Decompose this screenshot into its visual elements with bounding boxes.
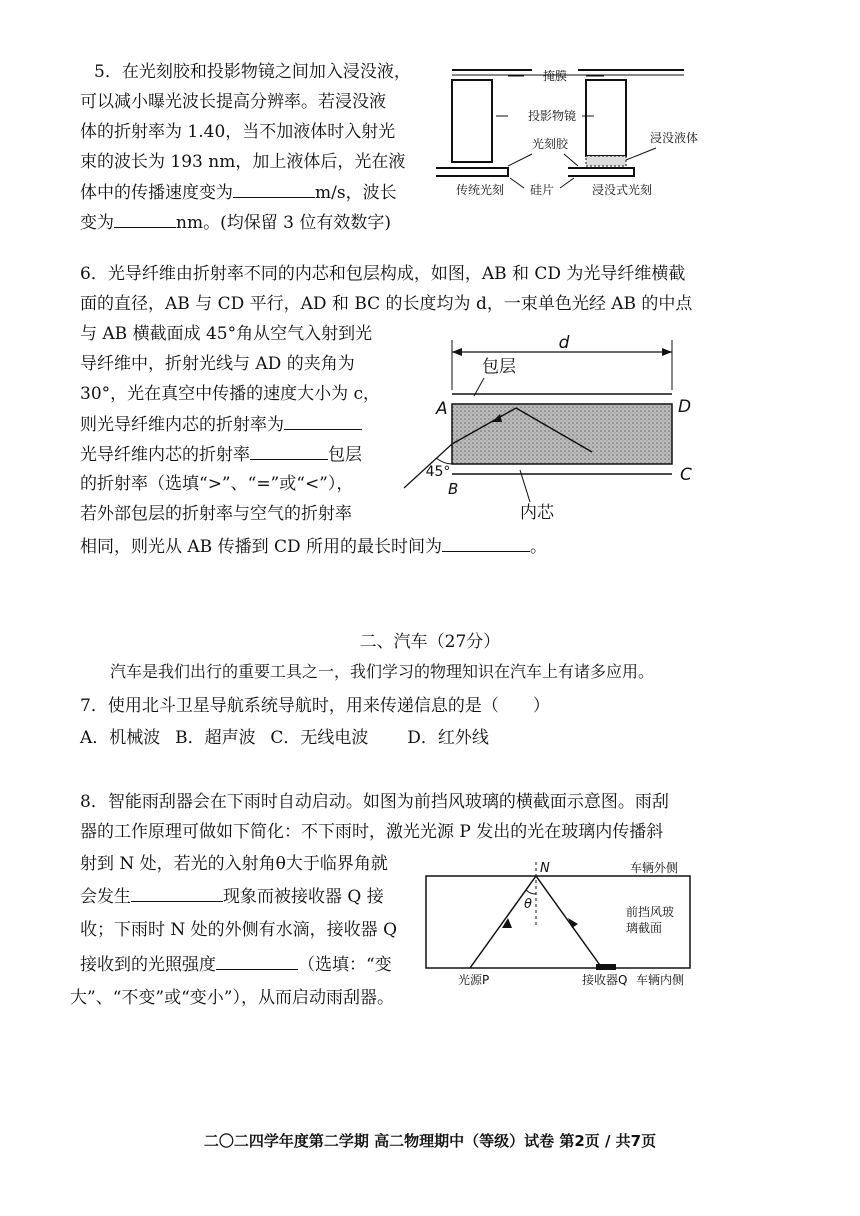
q6-line-7-text-b: 包层	[328, 445, 362, 465]
q5-line-3: 体的折射率为 1.40，当不加液体时入射光	[80, 122, 396, 142]
optical-fiber-diagram	[396, 330, 706, 530]
cladding-label: 包层	[482, 357, 516, 377]
q8-line-6-text-a: 接收到的光照强度	[80, 955, 216, 975]
lens-label: 投影物镜	[527, 109, 577, 123]
wafer-label: 硅片	[529, 183, 555, 197]
q5-wavelength-blank[interactable]	[114, 210, 176, 228]
theta-label: θ	[524, 897, 532, 912]
q6-line-3: 与 AB 横截面成 45°角从空气入射到光	[80, 324, 373, 344]
q8-line-4-text-a: 会发生	[80, 887, 131, 907]
q6-line-2: 面的直径，AB 与 CD 平行，AD 和 BC 的长度均为 d，一束单色光经 AB 的中点	[80, 294, 693, 314]
q8-line-3: 射到 N 处，若光的入射角θ大于临界角就	[80, 854, 388, 874]
q8-line-7: 大”、“不变”或“变小”），从而启动雨刮器。	[70, 988, 394, 1008]
q7-stem: 7．使用北斗卫星导航系统导航时，用来传递信息的是（ ）	[80, 696, 550, 716]
core-label: 内芯	[520, 503, 554, 523]
glass-label-1: 前挡风玻	[626, 905, 675, 919]
q7-options	[80, 726, 489, 750]
q7-option-a[interactable]: A．机械波	[80, 728, 161, 748]
q6-compare-blank[interactable]	[250, 442, 328, 460]
q6-line-10-text-a: 相同，则光从 AB 传播到 CD 所用的最长时间为	[80, 537, 443, 557]
q6-line-9: 若外部包层的折射率与空气的折射率	[80, 504, 352, 524]
q8-line-6-text-b: （选填：“变	[298, 955, 392, 975]
q7-option-d[interactable]: D．红外线	[407, 728, 489, 748]
d-label: d	[558, 333, 570, 353]
q8-line-1: 8．智能雨刮器会在下雨时自动启动。如图为前挡风玻璃的横截面示意图。雨刮	[80, 792, 669, 812]
q6-line-6-text: 则光导纤维内芯的折射率为	[80, 415, 284, 435]
q8-line-6	[80, 952, 392, 977]
q8-line-4	[80, 884, 384, 909]
q7-option-c[interactable]: C．无线电波	[270, 728, 369, 748]
q6-line-7	[80, 442, 362, 467]
q6-line-5: 30°，光在真空中传播的速度大小为 c，	[80, 384, 381, 404]
mask-label: 掩膜	[542, 69, 568, 83]
q5-line-1: 5．在光刻胶和投影物镜之间加入浸没液，	[94, 62, 411, 82]
q8-line-2: 器的工作原理可做如下简化：不下雨时，激光光源 P 发出的光在玻璃内传播斜	[80, 822, 664, 842]
q6-line-4: 导纤维中，折射光线与 AD 的夹角为	[80, 354, 355, 374]
traditional-label: 传统光刻	[455, 183, 505, 197]
windshield-diagram	[420, 856, 700, 996]
q5-line-2: 可以减小曝光波长提高分辨率。若浸没液	[80, 92, 386, 112]
q6-line-6	[80, 412, 362, 437]
q6-line-7-text-a: 光导纤维内芯的折射率	[80, 445, 250, 465]
q6-line-1: 6．光导纤维由折射率不同的内芯和包层构成，如图，AB 和 CD 为光导纤维横截	[80, 264, 686, 284]
q6-line-10	[80, 534, 547, 559]
q6-index-blank[interactable]	[284, 412, 362, 430]
q6-line-10-text-b: 。	[530, 537, 548, 557]
q5-line-5-text-b: m/s，波长	[315, 183, 397, 203]
q6-time-blank[interactable]	[442, 534, 530, 552]
outside-label: 车辆外侧	[630, 861, 679, 875]
point-a-label: A	[436, 399, 448, 419]
photoresist-label: 光刻胶	[531, 137, 569, 151]
section-2-title: 二、汽车（27分）	[359, 632, 501, 652]
glass-label-2: 璃截面	[626, 921, 663, 935]
section-2-intro: 汽车是我们出行的重要工具之一，我们学习的物理知识在汽车上有诸多应用。	[110, 662, 655, 681]
point-n-label: N	[540, 861, 550, 876]
page-footer: 二〇二四学年度第二学期 高二物理期中（等级）试卷 第2页 / 共7页	[203, 1132, 657, 1150]
q5-line-6-text-a: 变为	[80, 213, 114, 233]
point-c-label: C	[680, 465, 692, 485]
q5-line-6-text-b: nm。(均保留 3 位有效数字)	[176, 213, 391, 233]
q6-line-8: 的折射率（选填“>”、“=”或“<”），	[80, 474, 354, 494]
point-b-label: B	[448, 480, 459, 498]
q8-phenomenon-blank[interactable]	[131, 884, 223, 902]
q7-option-b[interactable]: B．超声波	[175, 728, 256, 748]
immersion-liquid-label: 浸没液体	[649, 131, 699, 145]
q5-speed-blank[interactable]	[233, 180, 315, 198]
angle-label: 45°	[425, 464, 451, 480]
q5-line-4: 束的波长为 193 nm，加上液体后，光在液	[80, 152, 406, 172]
point-d-label: D	[678, 397, 692, 417]
source-label: 光源P	[458, 973, 490, 987]
q8-intensity-blank[interactable]	[216, 952, 298, 970]
q5-line-5	[80, 180, 397, 205]
q8-line-4-text-b: 现象而被接收器 Q 接	[223, 887, 384, 907]
q8-line-5: 收；下雨时 N 处的外侧有水滴，接收器 Q	[80, 920, 398, 940]
receiver-label: 接收器Q	[582, 973, 628, 987]
q5-line-6	[80, 210, 391, 235]
immersion-label: 浸没式光刻	[591, 183, 653, 197]
inside-label: 车辆内侧	[636, 973, 685, 987]
lithography-diagram	[428, 58, 718, 208]
q5-line-5-text-a: 体中的传播速度变为	[80, 183, 233, 203]
